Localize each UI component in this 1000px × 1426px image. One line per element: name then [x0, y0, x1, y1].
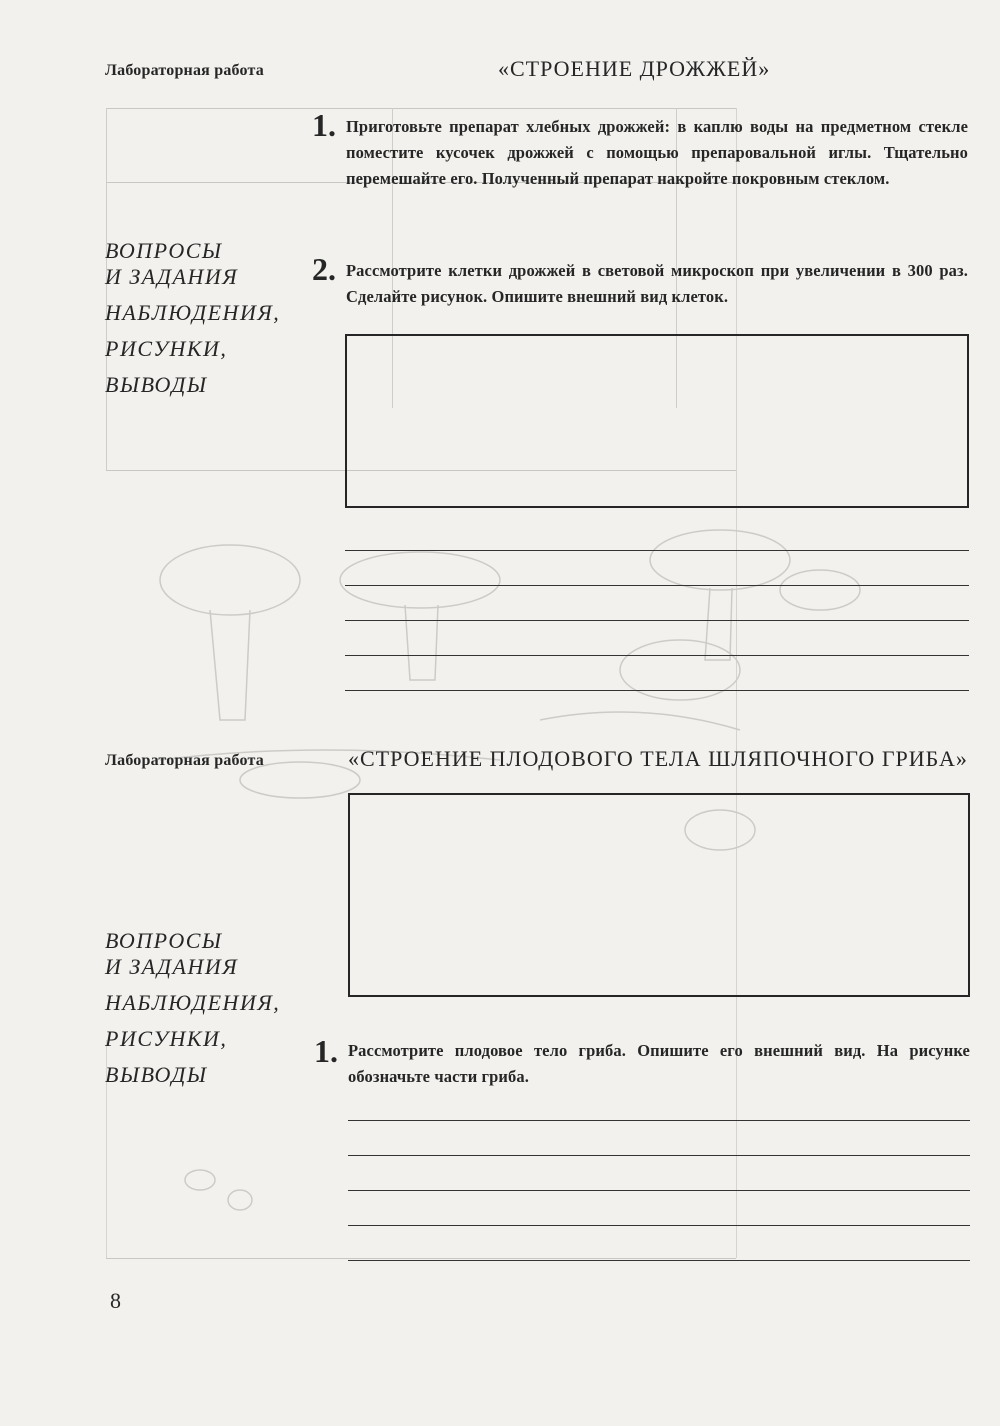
- lab-work-label: Лабораторная работа: [105, 752, 264, 769]
- drawing-box[interactable]: [345, 334, 969, 508]
- answer-line[interactable]: [345, 585, 969, 586]
- drawing-box[interactable]: [348, 793, 970, 997]
- side-label-tasks: И ЗАДАНИЯ: [105, 264, 239, 289]
- task-text: Рассмотрите плодовое тело гриба. Опишите его внешний вид. На рисунке обозначьте части гриба.: [348, 1041, 970, 1086]
- side-labels: [105, 238, 280, 398]
- side-label-drawings: РИСУНКИ,: [105, 336, 228, 361]
- lab-work-label: Лабораторная работа: [105, 62, 264, 79]
- answer-line[interactable]: [345, 655, 969, 656]
- side-label-observations: НАБЛЮДЕНИЯ,: [105, 300, 281, 325]
- side-label-questions: ВОПРОСЫ: [105, 928, 223, 953]
- answer-line[interactable]: [348, 1260, 970, 1261]
- task-text: Рассмотрите клетки дрожжей в световой микроскоп при увеличении в 300 раз. Сделайте рисунок. Опишите внешний вид клеток.: [346, 261, 968, 306]
- side-label-observations: НАБЛЮДЕНИЯ,: [105, 990, 281, 1015]
- answer-line[interactable]: [345, 690, 969, 691]
- side-labels: [105, 928, 280, 1088]
- answer-line[interactable]: [345, 550, 969, 551]
- side-label-questions: ВОПРОСЫ: [105, 238, 223, 263]
- task-number: 1.: [312, 107, 336, 143]
- side-label-conclusions: ВЫВОДЫ: [105, 1062, 208, 1087]
- answer-line[interactable]: [345, 620, 969, 621]
- side-label-drawings: РИСУНКИ,: [105, 1026, 228, 1051]
- side-label-conclusions: ВЫВОДЫ: [105, 372, 208, 397]
- side-label-tasks: И ЗАДАНИЯ: [105, 954, 239, 979]
- answer-line[interactable]: [348, 1225, 970, 1226]
- task-number: 2.: [312, 251, 336, 287]
- lab-title: «СТРОЕНИЕ ПЛОДОВОГО ТЕЛА ШЛЯПОЧНОГО ГРИБА»: [348, 746, 968, 771]
- task-number: 1.: [314, 1033, 338, 1069]
- page-number: 8: [110, 1288, 121, 1313]
- answer-line[interactable]: [348, 1155, 970, 1156]
- answer-line[interactable]: [348, 1120, 970, 1121]
- answer-line[interactable]: [348, 1190, 970, 1191]
- task-text: Приготовьте препарат хлебных дрожжей: в каплю воды на предметном стекле поместите кусочек дрожжей с помощью препаровальной иглы. Тщательно перемешайте его. Полученный препарат накройте покровным стеклом.: [346, 117, 968, 188]
- lab-title: «СТРОЕНИЕ ДРОЖЖЕЙ»: [498, 56, 771, 81]
